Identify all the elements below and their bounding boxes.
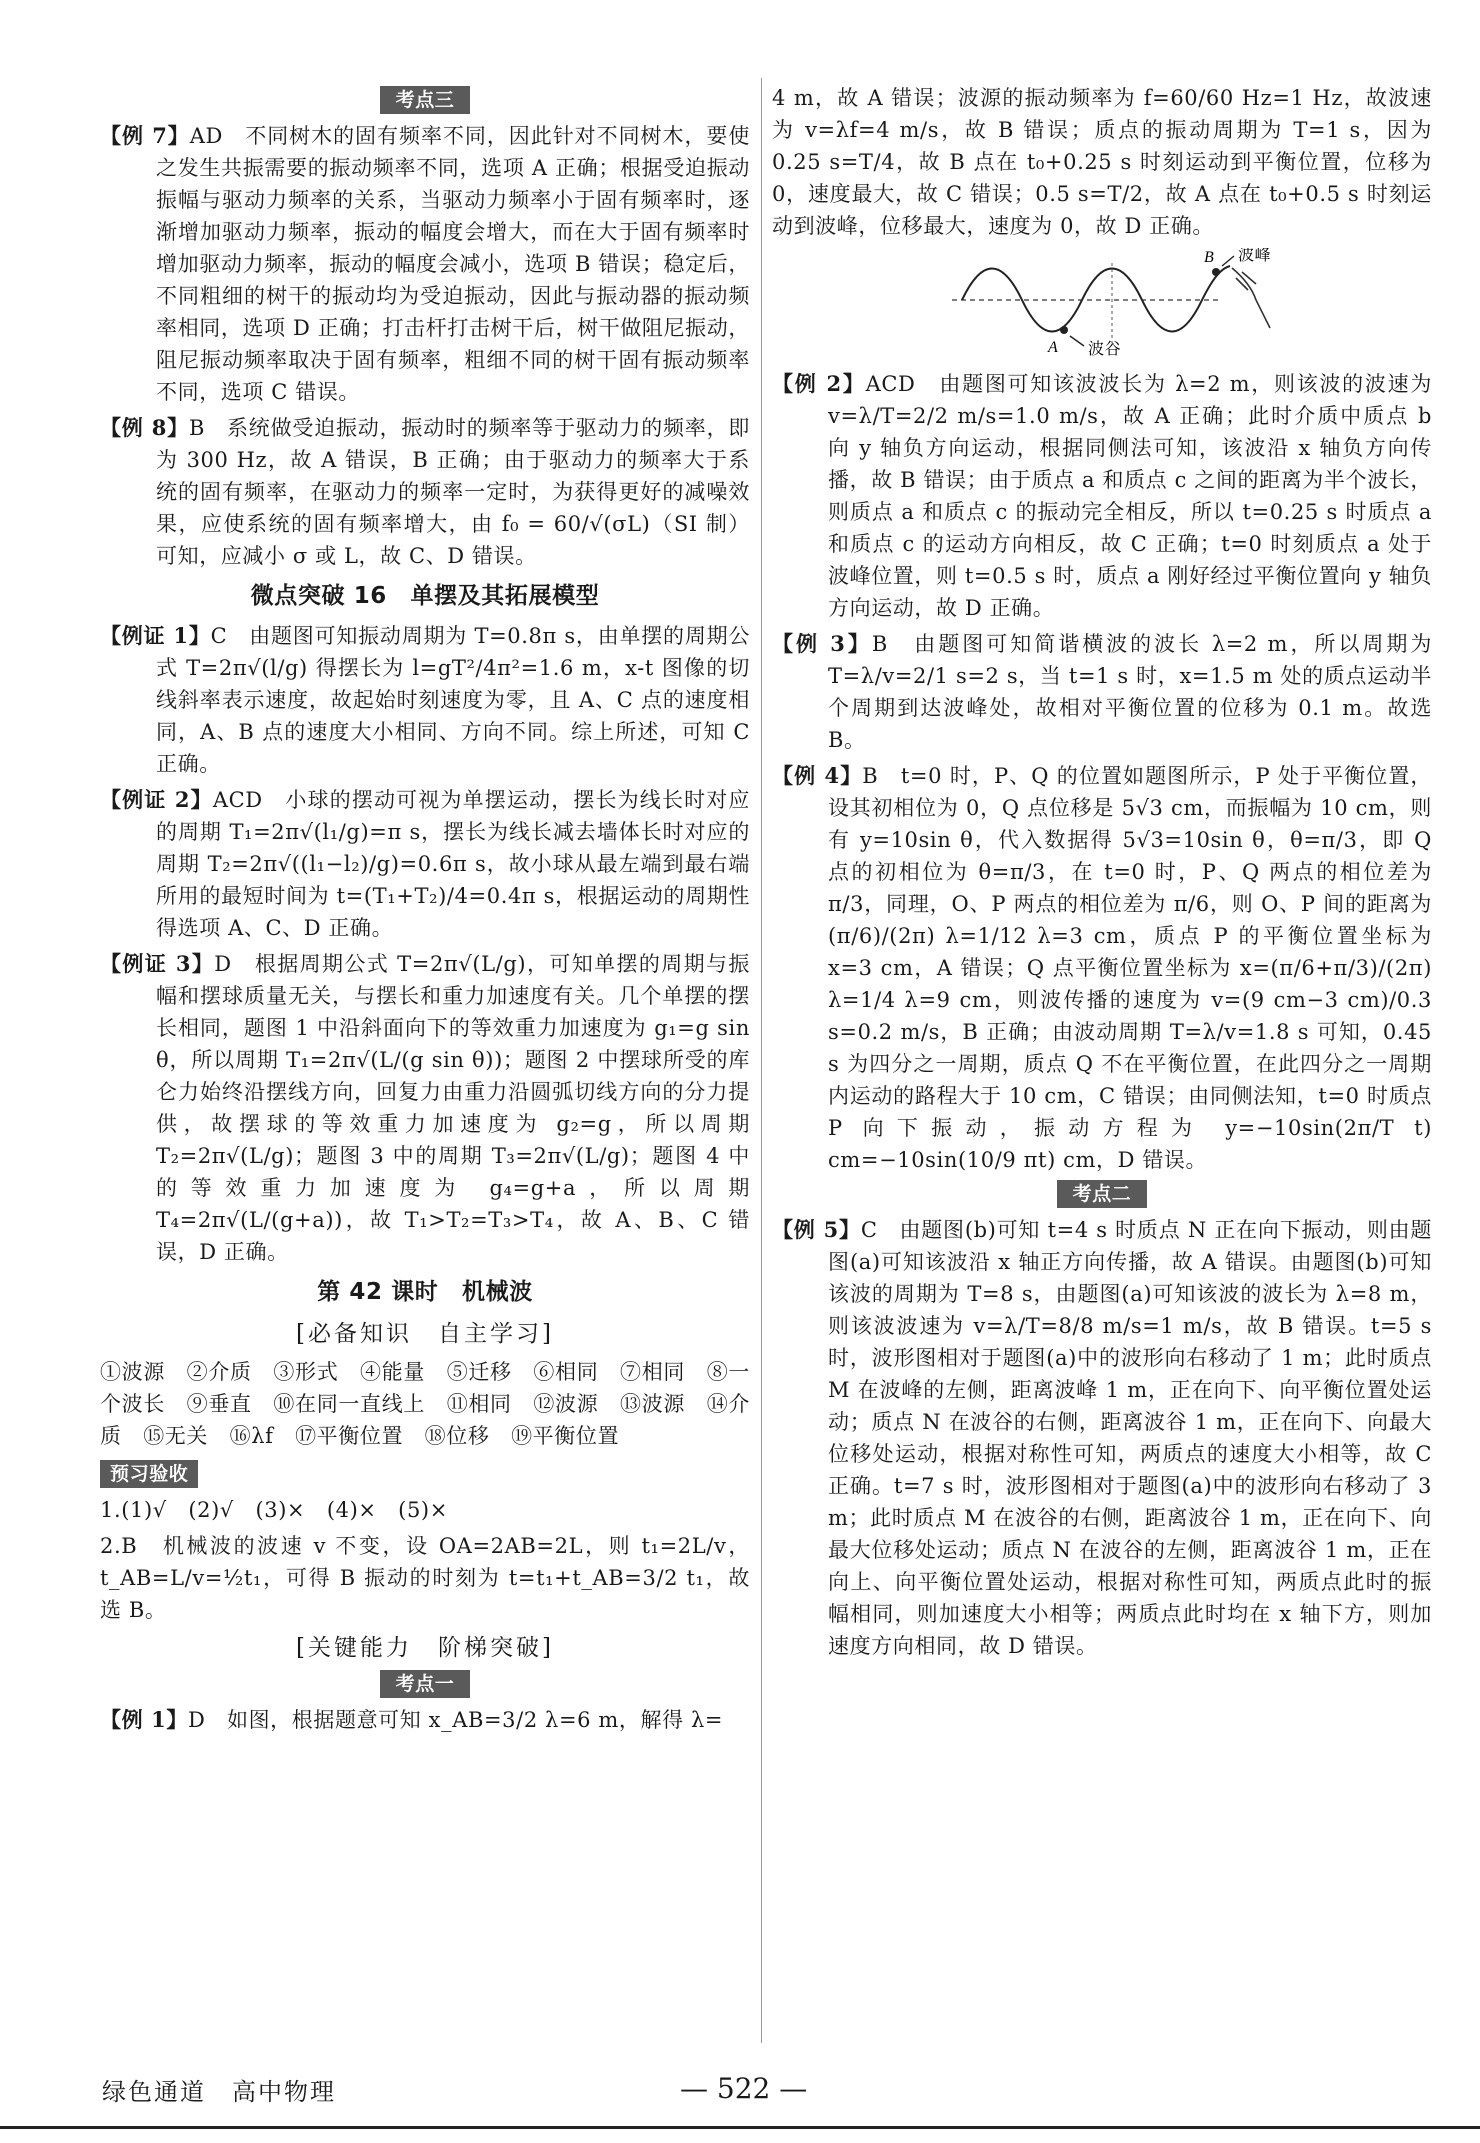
section-badge-kaodian2: 考点二 (1057, 1180, 1147, 1208)
proof-example-2-tag: 【例证 2】 (100, 787, 213, 812)
proof-example-2 (100, 784, 750, 944)
example-7-text: AD 不同树木的固有频率不同，因此针对不同树木，要使之发生共振需要的振动频率不同，选项 A 正确；根据受迫振动振幅与驱动力频率的关系，当驱动力频率小于固有频率时，逐渐增加驱动力频率，振动的幅度会增大，而在大于固有频率时增加驱动力频率，振动的幅度会减小，选项 B 错误；稳定后，不同粗细的树干的振动均为受迫振动，因此与振动器的振动频率相同，选项 D 正确；打击杆打击树干后，树干做阻尼振动，阻尼振动频率取决于固有频率，粗细不同的树干固有振动频率不同，选项 C 错误。 (156, 124, 750, 404)
key-ability-heading: [关键能力 阶梯突破] (296, 1635, 554, 1661)
section-heading-16: 微点突破 16 单摆及其拓展模型 (250, 583, 600, 609)
label-a: A (1048, 339, 1059, 356)
example-1-continued: 4 m，故 A 错误；波源的振动频率为 f=60/60 Hz=1 Hz，故波速为 v=λf=4 m/s，故 B 错误；质点的振动周期为 T=1 s，因为 0.25 s=T/4，故 B 点在 t₀+0.25 s 时刻运动到平衡位置，位移为 0，速度最大，故 C 错误；0.5 s=T/2，故 A 点在 t₀+0.5 s 时刻运动到波峰，位移最大，速度为 0，故 D 正确。 (772, 86, 1432, 238)
point-a-marker (1060, 326, 1068, 334)
example-4 (772, 760, 1432, 1176)
example-5 (772, 1214, 1432, 1662)
proof-example-3 (100, 948, 750, 1268)
example-3-tag: 【例 3】 (772, 631, 872, 656)
example-4-text: B t=0 时，P、Q 的位置如题图所示，P 处于平衡位置，设其初相位为 0，Q 点位移是 5√3 cm，而振幅为 10 cm，则有 y=10sin θ，代入数据得 5√3=10sin θ，θ=π/3，即 Q 点的初相位为 θ=π/3，在 t=0 时，P、Q 两点的相位差为 π/3，同理，O、P 两点的相位差为 π/6，则 O、P 间的距离为 (π/6)/(2π) λ=1/12 λ=3 cm，质点 P 的平衡位置坐标为 x=3 cm，A 错误；Q 点平衡位置坐标为 x=(π/6+π/3)/(2π) λ=1/4 λ=9 cm，则波传播的速度为 v=(9 cm−3 cm)/0.3 s=0.2 m/s，B 正确；由波动周期 T=λ/v=1.8 s 可知，0.45 s 为四分之一周期，质点 Q 不在平衡位置，在此四分之一周期内运动的路程大于 10 cm，C 错误；由同侧法知，t=0 时质点 P 向下振动，振动方程为 y=−10sin(2π/T t) cm=−10sin(10/9 πt) cm，D 错误。 (828, 764, 1432, 1172)
example-2-text: ACD 由题图可知该波波长为 λ=2 m，则该波的波速为 v=λ/T=2/2 m/s=1.0 m/s，故 A 正确；此时介质中质点 b 向 y 轴负方向运动，根据同侧法可知，该波沿 x 轴负方向传播，故 B 错误；由于质点 a 和质点 c 之间的距离为半个波长，则质点 a 和质点 c 的振动完全相反，所以 t=0.25 s 时质点 a 和质点 c 的运动方向相反，故 C 正确；t=0 时刻质点 a 处于波峰位置，则 t=0.5 s 时，质点 a 刚好经过平衡位置向 y 轴负方向运动，故 D 正确。 (828, 372, 1432, 620)
example-8-tag: 【例 8】 (100, 415, 189, 440)
trough-pointer (1070, 336, 1084, 346)
proof-example-3-tag: 【例证 3】 (100, 951, 215, 976)
lesson-title: 第 42 课时 机械波 (317, 1279, 533, 1305)
example-3-text: B 由题图可知简谐横波的波长 λ=2 m，所以周期为 T=λ/v=2/1 s=2 s，当 t=1 s 时，x=1.5 m 处的质点运动半个周期到达波峰处，故相对平衡位置的位移为 0.1 m。故选 B。 (828, 632, 1432, 752)
label-trough: 波谷 (1088, 339, 1122, 358)
example-3 (772, 628, 1432, 756)
example-8 (100, 412, 750, 572)
preview-q1: 1.(1)√ (2)√ (3)× (4)× (5)× (100, 1498, 448, 1522)
proof-example-2-text: ACD 小球的摆动可视为单摆运动，摆长为线长时对应的周期 T₁=2π√(l₁/g)=π s，摆长为线长减去墙体长时对应的周期 T₂=2π√((l₁−l₂)/g)=0.6π s，故小球从最左端到最右端所用的最短时间为 t=(T₁+T₂)/4=0.4π s，根据运动的周期性得选项 A、C、D 正确。 (156, 788, 750, 940)
example-1-text: D 如图，根据题意可知 x_AB=3/2 λ=6 m，解得 λ= (187, 1708, 724, 1732)
right-column (772, 82, 1432, 1666)
example-5-tag: 【例 5】 (772, 1217, 861, 1242)
proof-example-1 (100, 620, 750, 780)
proof-example-3-text: D 根据周期公式 T=2π√(L/g)，可知单摆的周期与振幅和摆球质量无关，与摆长和重力加速度有关。几个单摆的摆长相同，题图 1 中沿斜面向下的等效重力加速度为 g₁=g sin θ，所以周期 T₁=2π√(L/(g sin θ))；题图 2 中摆球所受的库仑力始终沿摆线方向，回复力由重力沿圆弧切线方向的分力提供，故摆球的等效重力加速度为 g₂=g，所以周期 T₂=2π√(L/g)；题图 3 中的周期 T₃=2π√(L/g)；题图 4 中的等效重力加速度为 g₄=g+a，所以周期 T₄=2π√(L/(g+a))，故 T₁>T₂=T₃>T₄，故 A、B、C 错误，D 正确。 (156, 952, 750, 1264)
left-column (100, 82, 750, 1740)
footer-book-title: 绿色通道 高中物理 (102, 2078, 336, 2106)
example-7-tag: 【例 7】 (100, 123, 190, 148)
section-badge-kaodian3: 考点三 (380, 86, 470, 114)
example-5-text: C 由题图(b)可知 t=4 s 时质点 N 正在向下振动，则由题图(a)可知该波沿 x 轴正方向传播，故 A 错误。由题图(b)可知该波的周期为 T=8 s，由题图(a)可知该波的波长为 λ=8 m，则该波波速为 v=λ/T=8/8 m/s=1 m/s，故 B 错误。t=5 s 时，波形图相对于题图(a)中的波形向右移动了 1 m；此时质点 M 在波峰的左侧，距离波峰 1 m，正在向下、向平衡位置处运动；质点 N 在波谷的右侧，距离波谷 1 m，正在向下、向最大位移处运动，根据对称性可知，两质点的速度大小相等，故 C 正确。t=7 s 时，波形图相对于题图(a)中的波形向右移动了 3 m；此时质点 M 在波谷的右侧，距离波谷 1 m，正在向下、向最大位移处运动；质点 N 在波谷的左侧，距离波谷 1 m，正在向上、向平衡位置处运动，根据对称性可知，两质点此时的振幅相同，则加速度大小相等；两质点此时均在 x 轴下方，则加速度方向相同，故 D 错误。 (828, 1218, 1432, 1658)
preview-q2: 2.B 机械波的波速 v 不变，设 OA=2AB=2L，则 t₁=2L/v，t_AB=L/v=½t₁，可得 B 振动的时刻为 t=t₁+t_AB=3/2 t₁，故选 B。 (100, 1534, 750, 1622)
example-4-tag: 【例 4】 (772, 763, 863, 788)
section-badge-kaodian1: 考点一 (380, 1670, 470, 1698)
label-b: B (1204, 249, 1215, 266)
example-7 (100, 120, 750, 408)
example-8-text: B 系统做受迫振动，振动时的频率等于驱动力的频率，即为 300 Hz，故 A 错误，B 正确；由于驱动力的频率大于系统的固有频率，在驱动力的频率一定时，为获得更好的减噪效果，应使系统的固有频率增大，由 f₀ = 60/√(σL)（SI 制）可知，应减小 σ 或 L，故 C、D 错误。 (156, 416, 750, 568)
label-peak: 波峰 (1238, 248, 1272, 264)
point-b-marker (1212, 268, 1220, 276)
proof-example-1-text: C 由题图可知振动周期为 T=0.8π s，由单摆的周期公式 T=2π√(l/g) 得摆长为 l=gT²/4π²=1.6 m，x-t 图像的切线斜率表示速度，故起始时刻速度为零，且 A、C 点的速度相同，A、B 点的速度大小相同、方向不同。综上所述，可知 C 正确。 (156, 624, 750, 776)
essential-knowledge-heading: [必备知识 自主学习] (296, 1321, 554, 1347)
example-2 (772, 368, 1432, 624)
wave-curve (962, 266, 1230, 332)
wave-figure (952, 248, 1292, 358)
bottom-rule (0, 2126, 1480, 2129)
page-number: — 522 — (680, 2072, 808, 2105)
example-1 (100, 1704, 750, 1736)
preview-check-badge: 预习验收 (100, 1460, 198, 1488)
wave-diagram (952, 248, 1292, 358)
hand-icon (1232, 268, 1270, 328)
example-2-tag: 【例 2】 (772, 371, 866, 396)
fill-in-answers: ①波源 ②介质 ③形式 ④能量 ⑤迁移 ⑥相同 ⑦相同 ⑧一个波长 ⑨垂直 ⑩在同一直线上 ⑪相同 ⑫波源 ⑬波源 ⑭介质 ⑮无关 ⑯λf ⑰平衡位置 ⑱位移 ⑲平衡位置 (100, 1360, 750, 1448)
proof-example-1-tag: 【例证 1】 (100, 623, 211, 648)
column-divider (761, 78, 762, 2043)
peak-pointer (1222, 256, 1234, 266)
example-1-tag: 【例 1】 (100, 1707, 188, 1732)
